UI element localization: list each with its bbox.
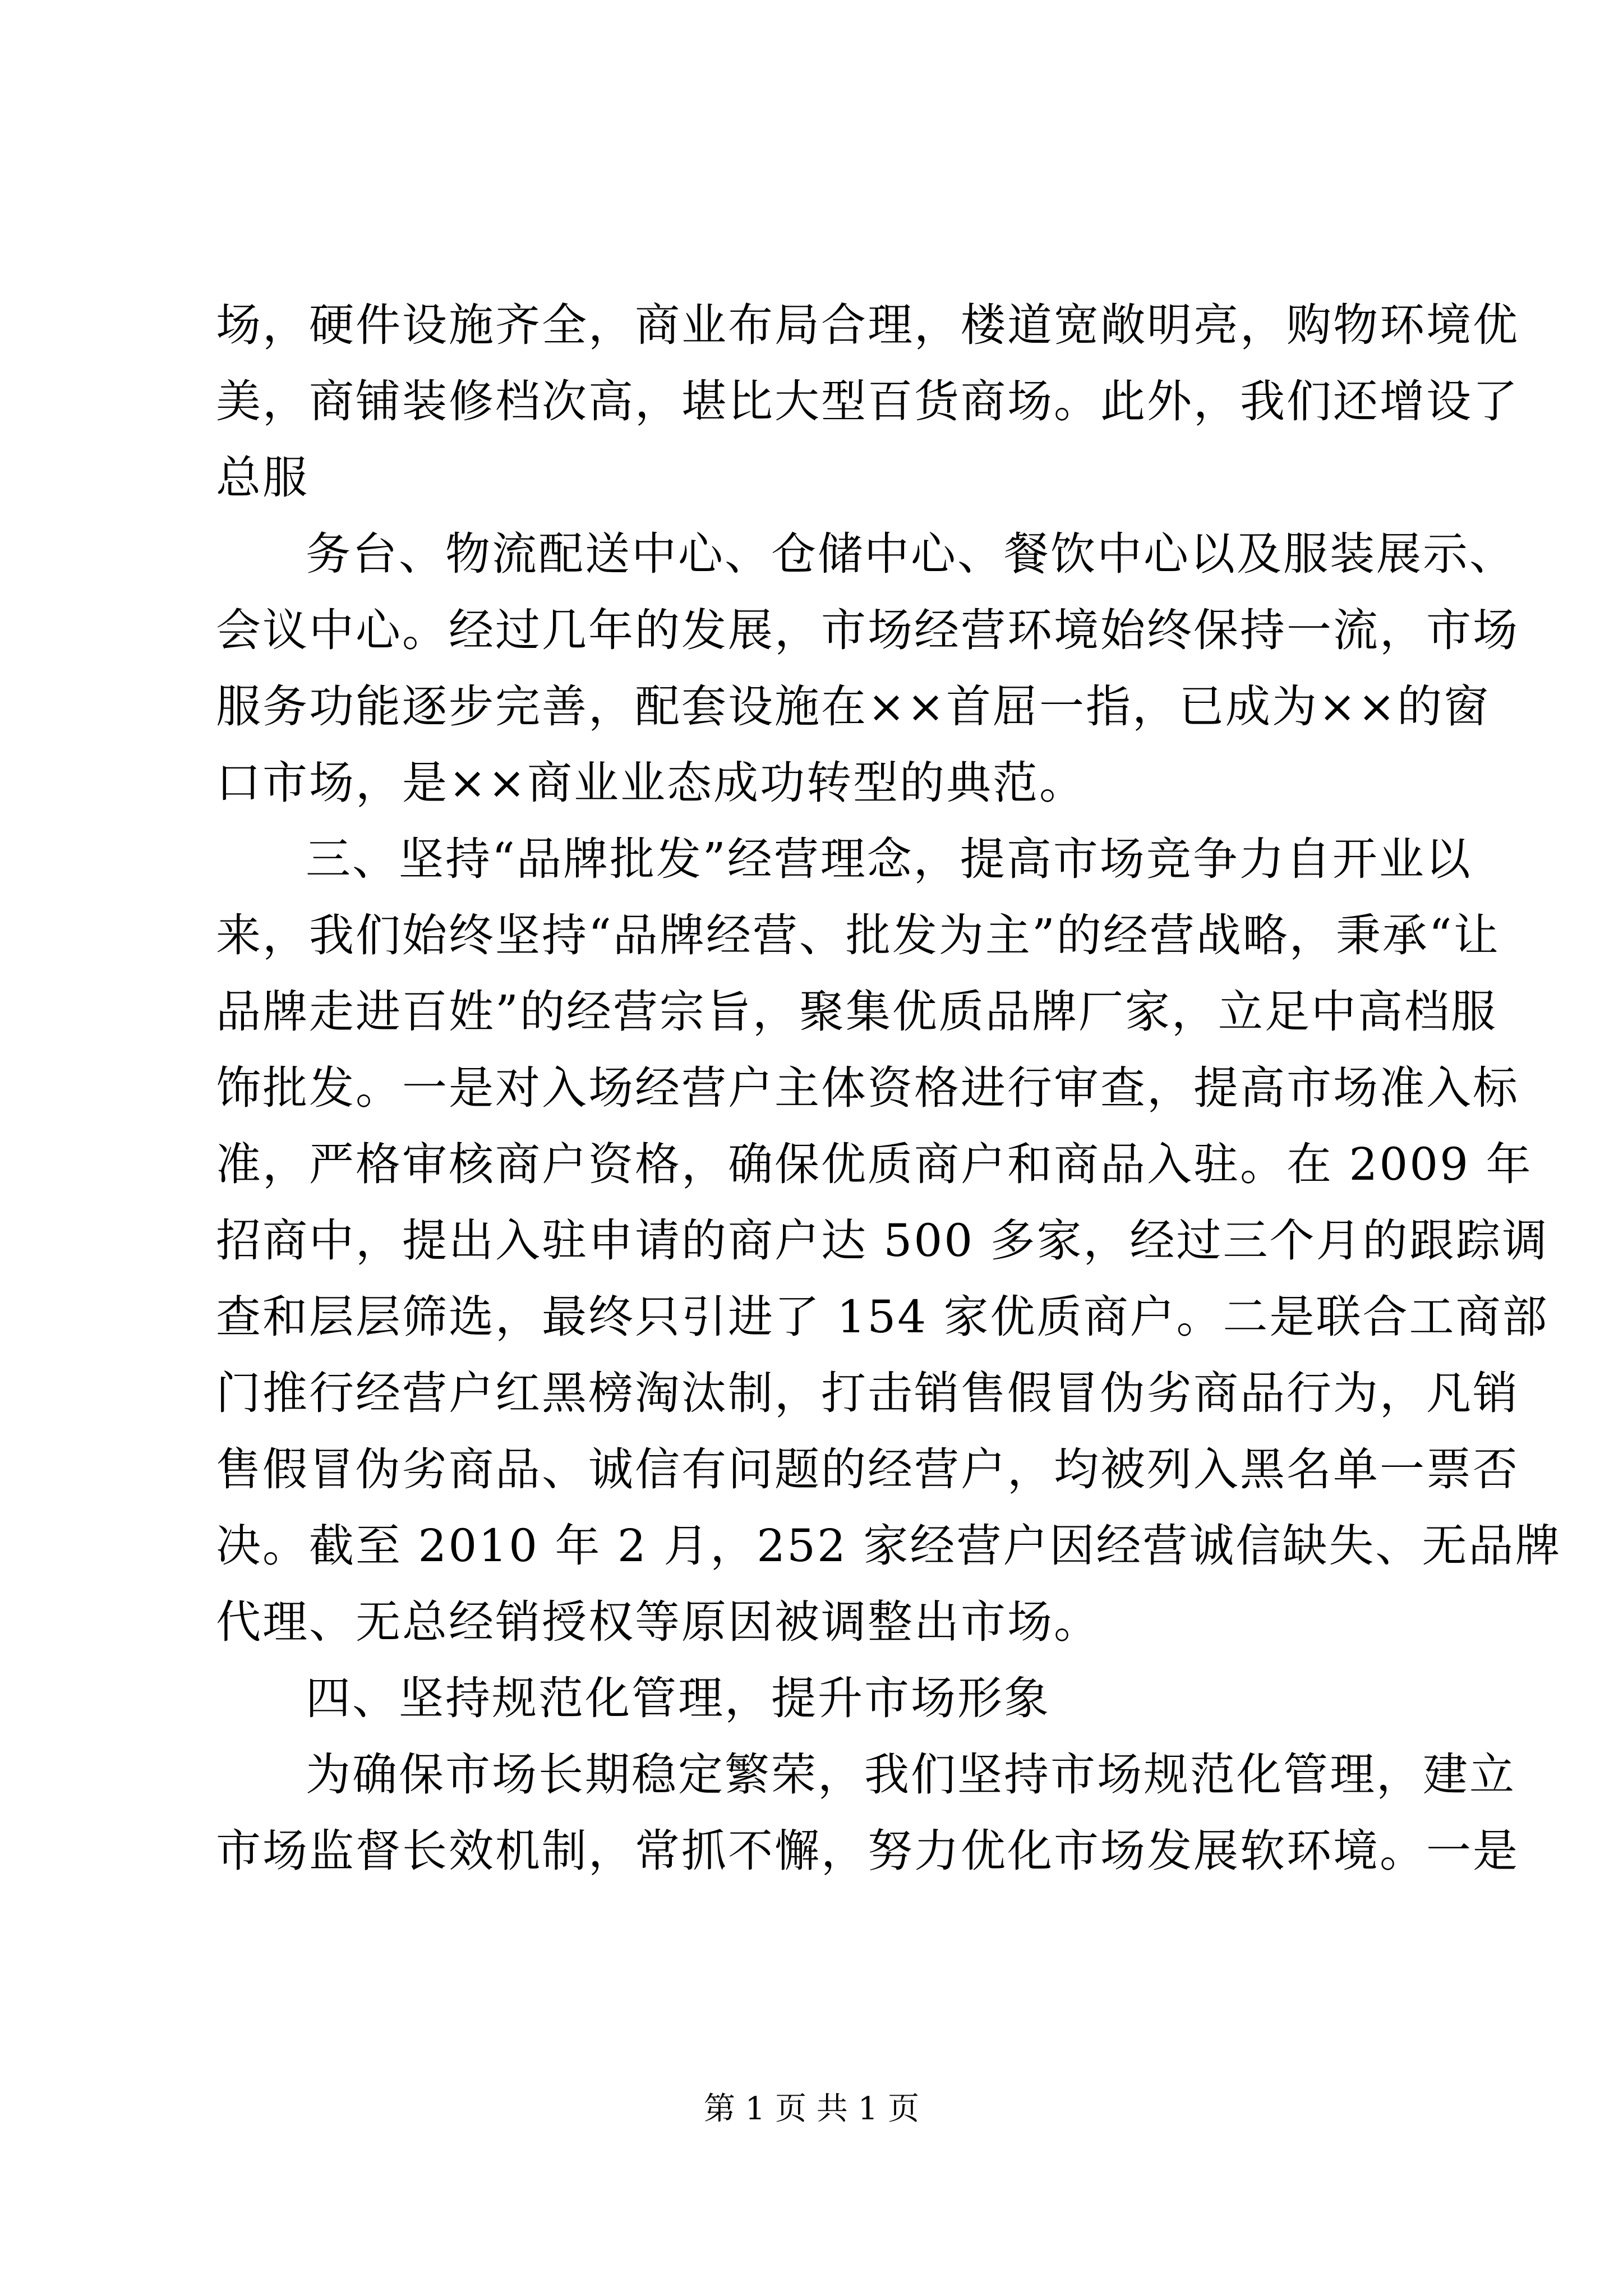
text-line: 决。截至 2010 年 2 月，252 家经营户因经营诚信缺失、无品牌 bbox=[216, 1520, 1562, 1572]
text-line: 美，商铺装修档次高，堪比大型百货商场。此外，我们还增设了 bbox=[216, 375, 1519, 427]
page-number-footer: 第 1 页 共 1 页 bbox=[703, 2091, 920, 2127]
text-line: 市场监督长效机制，常抓不懈，努力优化市场发展软环境。一是 bbox=[216, 1825, 1519, 1877]
text-line: 为确保市场长期稳定繁荣，我们坚持市场规范化管理，建立 bbox=[306, 1749, 1516, 1801]
text-line: 来，我们始终坚持“品牌经营、批发为主”的经营战略，秉承“让 bbox=[216, 909, 1500, 961]
section-heading-3: 三、坚持“品牌批发”经营理念，提高市场竞争力自开业以 bbox=[306, 833, 1472, 885]
section-heading-4: 四、坚持规范化管理，提升市场形象 bbox=[306, 1672, 1050, 1724]
text-line: 口市场，是××商业业态成功转型的典范。 bbox=[216, 757, 1086, 809]
text-line: 代理、无总经销授权等原因被调整出市场。 bbox=[216, 1596, 1100, 1648]
text-line: 查和层层筛选，最终只引进了 154 家优质商户。二是联合工商部 bbox=[216, 1291, 1549, 1343]
text-line: 招商中，提出入驻申请的商户达 500 多家，经过三个月的跟踪调 bbox=[216, 1214, 1549, 1267]
text-line: 门推行经营户红黑榜淘汰制，打击销售假冒伪劣商品行为，凡销 bbox=[216, 1367, 1519, 1419]
text-line: 务台、物流配送中心、仓储中心、餐饮中心以及服装展示、 bbox=[306, 528, 1516, 580]
text-line: 会议中心。经过几年的发展，市场经营环境始终保持一流，市场 bbox=[216, 604, 1519, 656]
text-line: 准，严格审核商户资格，确保优质商户和商品入驻。在 2009 年 bbox=[216, 1138, 1533, 1190]
text-line: 场，硬件设施齐全，商业布局合理，楼道宽敞明亮，购物环境优 bbox=[216, 299, 1519, 351]
text-line: 服务功能逐步完善，配套设施在××首屈一指，已成为××的窗 bbox=[216, 680, 1491, 733]
text-line: 饰批发。一是对入场经营户主体资格进行审查，提高市场准入标 bbox=[216, 1062, 1519, 1114]
text-line: 售假冒伪劣商品、诚信有问题的经营户，均被列入黑名单一票否 bbox=[216, 1443, 1519, 1496]
text-line: 总服 bbox=[216, 452, 309, 504]
text-line: 品牌走进百姓”的经营宗旨，聚集优质品牌厂家，立足中高档服 bbox=[216, 986, 1497, 1038]
